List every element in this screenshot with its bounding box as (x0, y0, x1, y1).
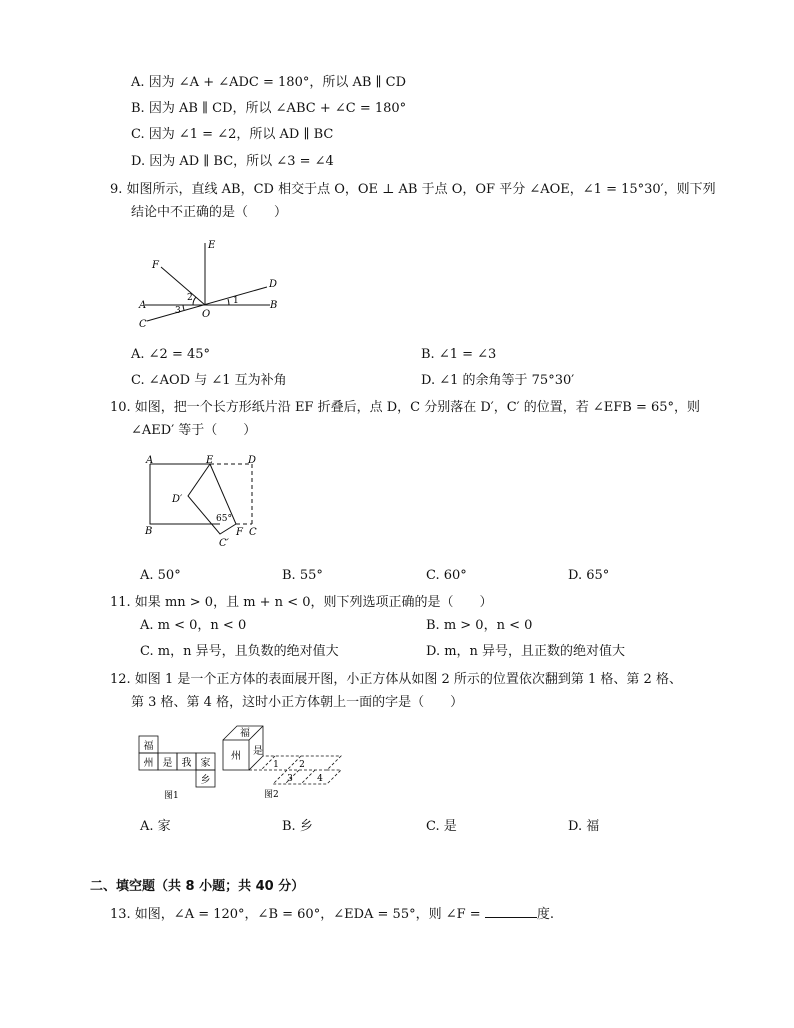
q12-stem-line2: 第 3 格、第 4 格，这时小正方体朝上一面的字是（ ） (131, 695, 464, 710)
q12-option-b: B. 乡 (282, 819, 313, 834)
q12-stem-line1: 12. 如图 1 是一个正方体的表面展开图，小正方体从如图 2 所示的位置依次翻到第 1 格、第 2 格、 (110, 672, 682, 687)
q8-option-b: B. 因为 AB ∥ CD，所以 ∠ABC + ∠C = 180° (131, 101, 407, 116)
q11-option-d: D. m，n 异号，且正数的绝对值大 (426, 644, 626, 659)
q10-option-c: C. 60° (426, 568, 467, 583)
q11-option-c: C. m，n 异号，且负数的绝对值大 (140, 644, 339, 659)
q12-net-char-6: 乡 (200, 775, 211, 786)
q9-option-d: D. ∠1 的余角等于 75°30′ (421, 373, 575, 388)
q12-cube-top-char: 福 (240, 728, 250, 739)
q10-option-d: D. 65° (568, 568, 610, 583)
q9-label-a: A (139, 300, 147, 311)
q10-stem-line2: ∠AED′ 等于（ ） (131, 423, 257, 438)
q12-net-char-3: 是 (162, 758, 173, 769)
q9-label-b: B (270, 300, 278, 311)
q13-stem (110, 905, 554, 924)
q9-figure (135, 235, 295, 335)
q12-figure-1 (138, 735, 218, 801)
q10-option-b: B. 55° (282, 568, 323, 583)
q13-text-before: 13. 如图，∠A = 120°，∠B = 60°，∠EDA = 55°，则 ∠F = (110, 907, 485, 922)
q12-grid-number-2: 2 (299, 760, 305, 770)
q12-net-char-5: 家 (200, 758, 211, 769)
q9-stem-line1: 9. 如图所示，直线 AB，CD 相交于点 O，OE ⊥ AB 于点 O，OF 平分 ∠AOE，∠1 = 15°30′，则下列 (110, 182, 716, 197)
q12-net-char-2: 州 (143, 758, 154, 769)
q8-option-a: A. 因为 ∠A + ∠ADC = 180°，所以 AB ∥ CD (131, 75, 407, 90)
q10-label-b: B (145, 526, 153, 537)
q10-label-a: A (146, 455, 154, 466)
q12-fig2-caption: 图2 (264, 790, 279, 800)
q12-option-c: C. 是 (426, 819, 457, 834)
q13-answer-blank[interactable] (485, 905, 537, 918)
q12-option-a: A. 家 (140, 819, 171, 834)
q10-label-c: C (249, 527, 257, 538)
q11-option-a: A. m < 0，n < 0 (140, 618, 247, 633)
q12-grid-number-4: 4 (317, 774, 323, 784)
q10-stem-line1: 10. 如图，把一个长方形纸片沿 EF 折叠后，点 D，C 分别落在 D′，C′ 的位置，若 ∠EFB = 65°，则 (110, 400, 701, 415)
q12-net-char-1: 福 (143, 741, 154, 752)
q12-cube-side-char: 是 (253, 746, 263, 757)
q9-label-o: O (202, 309, 211, 320)
q12-cube-front-char: 州 (231, 751, 241, 762)
q8-option-d: D. 因为 AD ∥ BC，所以 ∠3 = ∠4 (131, 154, 334, 169)
q10-option-a: A. 50° (140, 568, 181, 583)
q11-option-b: B. m > 0，n < 0 (426, 618, 533, 633)
q11-stem: 11. 如果 mn > 0，且 m + n < 0，则下列选项正确的是（ ） (110, 595, 493, 610)
q10-label-d: D (248, 455, 257, 466)
q12-grid-number-3: 3 (287, 774, 293, 784)
q9-label-d: D (269, 279, 278, 290)
q9-option-c: C. ∠AOD 与 ∠1 互为补角 (131, 373, 287, 388)
q10-label-e: E (206, 455, 214, 466)
q9-label-f: F (152, 260, 159, 271)
q9-label-2: 2 (187, 293, 193, 303)
q12-grid-number-1: 1 (273, 760, 279, 770)
q10-label-c-prime: C′ (219, 538, 229, 549)
section-2-heading: 二、填空题（共 8 小题；共 40 分） (90, 879, 305, 894)
q9-label-c: C (139, 319, 147, 330)
q9-label-e: E (208, 240, 216, 251)
q10-label-angle: 65° (216, 514, 232, 524)
q12-option-d: D. 福 (568, 819, 600, 834)
q12-net-char-4: 我 (181, 758, 192, 769)
q10-label-f: F (236, 527, 243, 538)
q9-option-a: A. ∠2 = 45° (131, 347, 211, 362)
q9-option-b: B. ∠1 = ∠3 (421, 347, 497, 362)
q9-label-3: 3 (175, 306, 181, 316)
q9-stem-line2: 结论中不正确的是（ ） (131, 205, 288, 220)
q10-figure (140, 454, 270, 549)
q9-label-1: 1 (233, 296, 239, 306)
q10-label-d-prime: D′ (172, 494, 183, 505)
q12-figure-2 (220, 724, 355, 800)
q8-option-c: C. 因为 ∠1 = ∠2，所以 AD ∥ BC (131, 127, 334, 142)
q13-text-after: 度. (536, 907, 554, 922)
q12-fig1-caption: 图1 (164, 791, 179, 801)
